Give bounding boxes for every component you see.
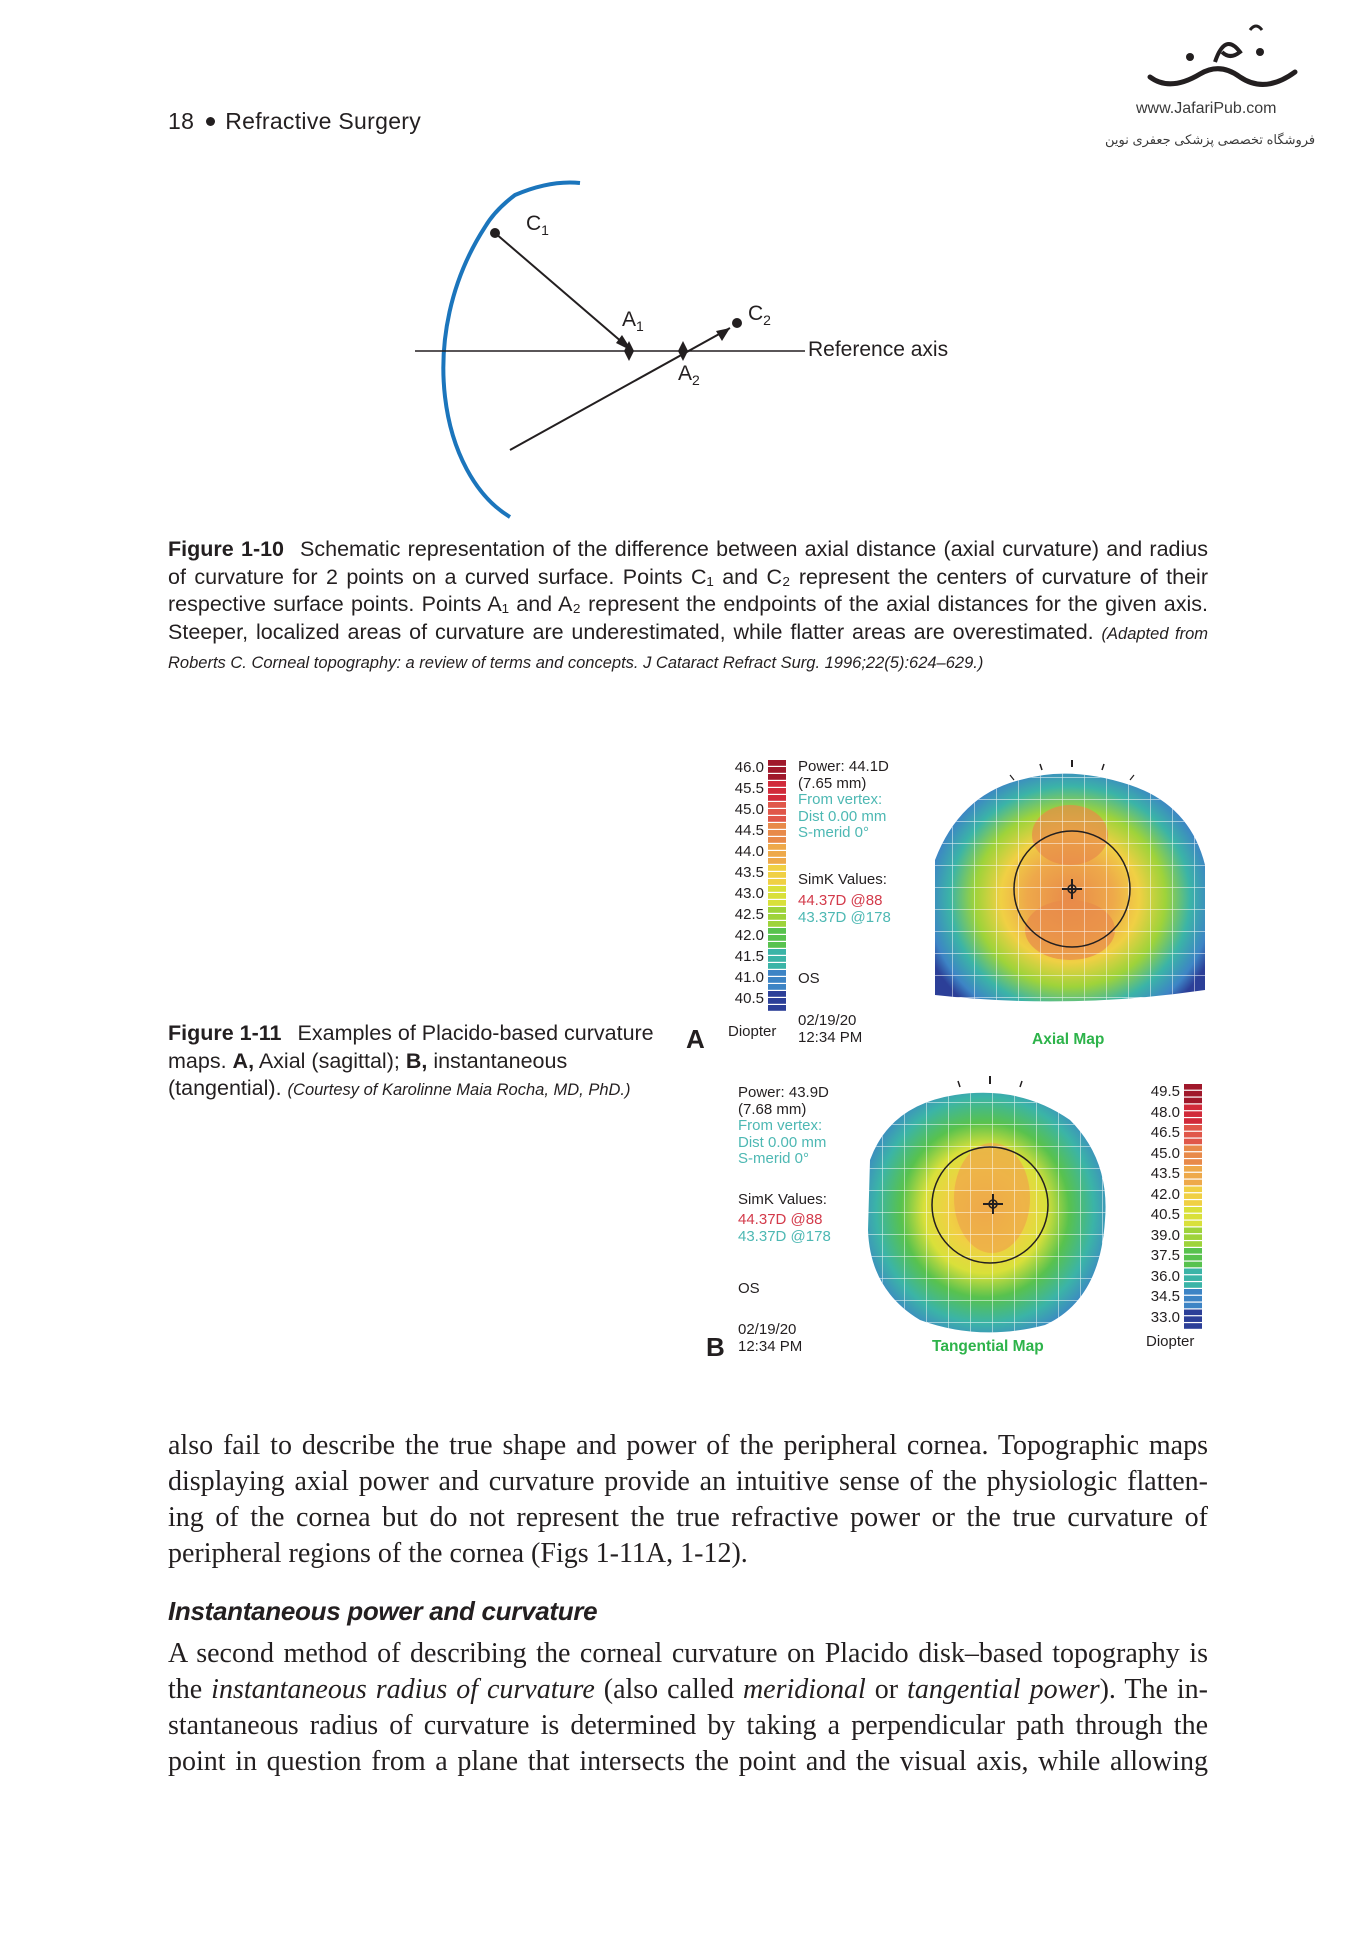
figure-label: Figure 1-11	[168, 1021, 282, 1045]
panel-b-unit: Diopter	[1146, 1333, 1195, 1350]
scale-swatch	[768, 760, 786, 766]
panel-b-datetime: 02/19/20 12:34 PM	[738, 1321, 803, 1355]
label-a1: $A_1$	[622, 308, 644, 335]
label-c1: $C_1$	[526, 212, 549, 239]
scale-swatch	[768, 914, 786, 920]
scale-swatch	[768, 781, 786, 787]
scale-swatch	[768, 949, 786, 955]
scale-swatch	[1184, 1228, 1202, 1234]
radius-line-c2	[510, 328, 730, 450]
logo-website[interactable]: www.JafariPub.com	[1136, 100, 1277, 117]
scale-swatch	[1184, 1139, 1202, 1145]
tangential-map-ticks	[860, 1074, 1110, 1094]
scale-swatch	[1184, 1207, 1202, 1213]
panel-b-info: Power: 43.9D (7.68 mm) From vertex: Dist 0.00 mm S-merid 0° SimK Values: 44.37D @88 43.37D @178 OS	[738, 1084, 831, 1297]
panel-b-letter-wrap	[706, 1332, 725, 1363]
running-head-title: Refractive Surgery	[225, 108, 422, 134]
logo-tagline: فروشگاه تخصصی پزشکی جعفری نوین	[1105, 132, 1316, 147]
scale-swatch	[768, 774, 786, 780]
panel-a-unit: Diopter	[728, 1023, 777, 1040]
scale-swatch	[1184, 1118, 1202, 1124]
scale-swatch	[1184, 1105, 1202, 1111]
point-c1	[490, 228, 500, 238]
scale-swatch	[1184, 1173, 1202, 1179]
scale-swatch	[768, 998, 786, 1004]
scale-swatch	[1184, 1310, 1202, 1316]
scale-swatch	[768, 858, 786, 864]
panel-a-letter: A	[686, 1024, 705, 1054]
scale-swatch	[768, 886, 786, 892]
figure-label: Figure 1-10	[168, 537, 285, 561]
scale-swatch	[768, 928, 786, 934]
scale-swatch	[768, 788, 786, 794]
scale-swatch	[768, 942, 786, 948]
section-heading: Instantaneous power and curvature	[168, 1596, 598, 1626]
scale-swatch	[1184, 1125, 1202, 1131]
radius-line-c1	[495, 233, 630, 349]
scale-swatch	[768, 900, 786, 906]
tangential-map	[860, 1080, 1110, 1340]
scale-swatch	[768, 879, 786, 885]
panel-a-color-scale	[768, 760, 786, 1012]
scale-swatch	[1184, 1262, 1202, 1268]
scale-swatch	[1184, 1221, 1202, 1227]
scale-swatch	[768, 802, 786, 808]
point-a2	[678, 341, 688, 361]
scale-swatch	[768, 984, 786, 990]
scale-swatch	[1184, 1282, 1202, 1288]
scale-swatch	[1184, 1111, 1202, 1117]
publisher-logo	[1130, 22, 1320, 102]
label-a2: $A_2$	[678, 362, 700, 389]
scale-swatch	[768, 851, 786, 857]
label-c2: $C_2$	[748, 302, 771, 329]
scale-swatch	[768, 991, 786, 997]
scale-swatch	[1184, 1289, 1202, 1295]
axial-map-title: Axial Map	[1032, 1031, 1105, 1048]
bullet-dot	[206, 117, 215, 126]
scale-swatch	[1184, 1296, 1202, 1302]
caption-source: (Courtesy of Karolinne Maia Rocha, MD, PhD.)	[287, 1081, 631, 1099]
scale-swatch	[1184, 1316, 1202, 1322]
scale-swatch	[1184, 1200, 1202, 1206]
scale-swatch	[768, 823, 786, 829]
body-paragraph-2: A second method of describing the corneal curvature on Placido disk–based topography is the instantaneous radius of curvature (also called meridional or tangential power). The in- stantaneous radius of curvature is determined by taking a perpendicular path through the point in question from a plane that intersects the point and the visual axis, while allowing	[168, 1638, 1208, 1777]
scale-swatch	[768, 977, 786, 983]
scale-swatch	[1184, 1234, 1202, 1240]
scale-swatch	[1184, 1146, 1202, 1152]
axial-map	[930, 755, 1210, 1015]
scale-swatch	[768, 935, 786, 941]
scale-swatch	[1184, 1323, 1202, 1329]
scale-swatch	[768, 921, 786, 927]
scale-swatch	[768, 963, 786, 969]
page-number: 18	[168, 108, 195, 134]
scale-swatch	[1184, 1193, 1202, 1199]
scale-swatch	[1184, 1166, 1202, 1172]
scale-swatch	[768, 872, 786, 878]
panel-a-scale-labels: 46.0 45.5 45.0 44.5 44.0 43.5 43.0 42.5 42.0 41.5 41.0 40.5	[734, 759, 764, 1007]
point-c2	[732, 318, 742, 328]
label-reference-axis: Reference axis	[808, 338, 949, 361]
scale-swatch	[1184, 1084, 1202, 1090]
scale-swatch	[1184, 1214, 1202, 1220]
scale-swatch	[768, 767, 786, 773]
scale-swatch	[1184, 1241, 1202, 1247]
caption-text: Schematic representation of the difference between axial distance (axial curvature) and radius of curvature for 2 points on a curved surface. Points C₁ and C₂ represent the centers of curvature of their respective surface points. Points A₁ and A₂ represent the endpoints of the axial distances for the given axis. Steeper, localized areas of curvature are underestimated, while flatter areas are overestimated.	[168, 537, 1208, 644]
curved-surface	[443, 183, 580, 518]
scale-swatch	[1184, 1303, 1202, 1309]
panel-b-letter: B	[706, 1332, 725, 1362]
scale-swatch	[1184, 1098, 1202, 1104]
scale-swatch	[768, 956, 786, 962]
scale-swatch	[1184, 1159, 1202, 1165]
scale-swatch	[1184, 1255, 1202, 1261]
caption-source: (Adapted from Roberts C. Corneal topography: a review of terms and concepts. J Cataract Refract Surg. 1996;22(5):624–629.)	[168, 624, 1208, 672]
scale-swatch	[768, 844, 786, 850]
scale-swatch	[1184, 1180, 1202, 1186]
scale-swatch	[1184, 1132, 1202, 1138]
scale-swatch	[768, 837, 786, 843]
scale-swatch	[768, 830, 786, 836]
scale-swatch	[1184, 1275, 1202, 1281]
scale-swatch	[768, 816, 786, 822]
tangential-map-title: Tangential Map	[932, 1338, 1044, 1355]
figure-1-10-caption	[168, 536, 1208, 678]
body-paragraph-1: also fail to describe the true shape and power of the peripheral cornea. Topographic maps displaying axial power and curvature provide an intuitive sense of the physiologic flatten- ing of the cornea but do not represent the true refractive power or the true curvature of peripheral regions of the cornea (Figs 1-11A, 1-12).	[168, 1430, 1208, 1569]
panel-a-datetime: 02/19/20 12:34 PM	[798, 1012, 863, 1046]
running-head	[168, 108, 421, 135]
panel-a-letter-wrap	[686, 1024, 705, 1055]
panel-a-info: Power: 44.1D (7.65 mm) From vertex: Dist 0.00 mm S-merid 0° SimK Values: 44.37D @88 43.37D @178 OS	[798, 758, 891, 987]
scale-swatch	[768, 893, 786, 899]
scale-swatch	[768, 795, 786, 801]
scale-swatch	[1184, 1248, 1202, 1254]
scale-swatch	[768, 970, 786, 976]
scale-swatch	[1184, 1091, 1202, 1097]
scale-swatch	[1184, 1269, 1202, 1275]
scale-swatch	[1184, 1152, 1202, 1158]
scale-swatch	[768, 907, 786, 913]
figure-1-11-caption: Figure 1-11 Examples of Placido-based curvature maps. A, Axial (sagittal); B, instantaneous (tangential). (Courtesy of Karolinne Maia Rocha, MD, PhD.)	[168, 1021, 654, 1100]
scale-swatch	[768, 1005, 786, 1011]
scale-swatch	[768, 809, 786, 815]
scale-swatch	[768, 865, 786, 871]
panel-b-color-scale	[1184, 1084, 1202, 1330]
scale-swatch	[1184, 1187, 1202, 1193]
panel-b-scale-labels: 49.5 48.0 46.5 45.0 43.5 42.0 40.5 39.0 37.5 36.0 34.5 33.0	[1150, 1083, 1180, 1326]
